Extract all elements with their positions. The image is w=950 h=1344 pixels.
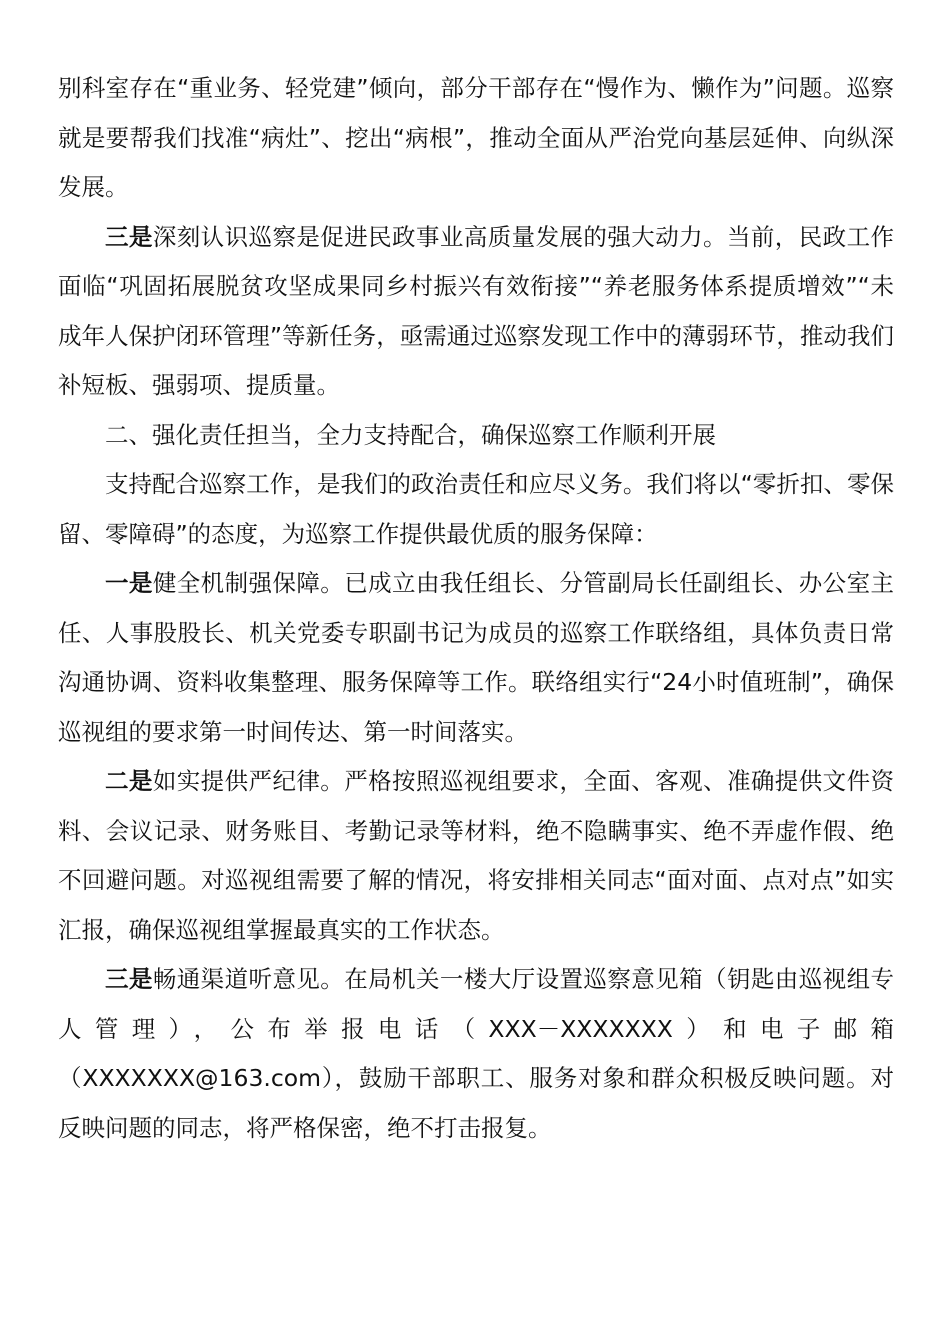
paragraph-4: [58, 460, 894, 559]
paragraph-1-text: 别科室存在“重业务、轻党建”倾向，部分干部存在“慢作为、懒作为”问题。巡察就是要帮我们找准“病灶”、挖出“病根”，推动全面从严治党向基层延伸、向纵深发展。: [58, 74, 894, 201]
document-body: [58, 64, 894, 1153]
paragraph-6: [58, 757, 894, 955]
paragraph-6-lead: 二是: [105, 767, 153, 795]
paragraph-2-lead: 三是: [105, 222, 153, 251]
paragraph-5: [58, 559, 894, 757]
paragraph-7-text: 畅通渠道听意见。在局机关一楼大厅设置巡察意见箱（钥匙由巡视组专人管理），公布举报电话（XXX－XXXXXXX）和电子邮箱（XXXXXXX@163.com），鼓励干部职工、服务对象和群众积极反映问题。对反映问题的同志，将严格保密，绝不打击报复。: [58, 965, 894, 1142]
paragraph-2-text: 深刻认识巡察是促进民政事业高质量发展的强大动力。当前，民政工作面临“巩固拓展脱贫攻坚成果同乡村振兴有效衔接”“养老服务体系提质增效”“未成年人保护闭环管理”等新任务，亟需通过巡察发现工作中的薄弱环节，推动我们补短板、强弱项、提质量。: [58, 222, 894, 399]
paragraph-2: [58, 213, 894, 411]
paragraph-7: [58, 955, 894, 1153]
section-heading-2-text: 二、强化责任担当，全力支持配合，确保巡察工作顺利开展: [105, 420, 716, 449]
paragraph-5-text: 健全机制强保障。已成立由我任组长、分管副局长任副组长、办公室主任、人事股股长、机关党委专职副书记为成员的巡察工作联络组，具体负责日常沟通协调、资料收集整理、服务保障等工作。联络组实行“24小时值班制”，确保巡视组的要求第一时间传达、第一时间落实。: [58, 569, 894, 746]
paragraph-4-text: 支持配合巡察工作，是我们的政治责任和应尽义务。我们将以“零折扣、零保留、零障碍”的态度，为巡察工作提供最优质的服务保障：: [58, 470, 894, 548]
paragraph-6-text: 如实提供严纪律。严格按照巡视组要求，全面、客观、准确提供文件资料、会议记录、财务账目、考勤记录等材料，绝不隐瞒事实、绝不弄虚作假、绝不回避问题。对巡视组需要了解的情况，将安排相关同志“面对面、点对点”如实汇报，确保巡视组掌握最真实的工作状态。: [58, 767, 894, 944]
paragraph-1: [58, 64, 894, 213]
section-heading-2: [58, 411, 894, 461]
paragraph-7-lead: 三是: [105, 965, 153, 993]
paragraph-5-lead: 一是: [105, 569, 153, 597]
